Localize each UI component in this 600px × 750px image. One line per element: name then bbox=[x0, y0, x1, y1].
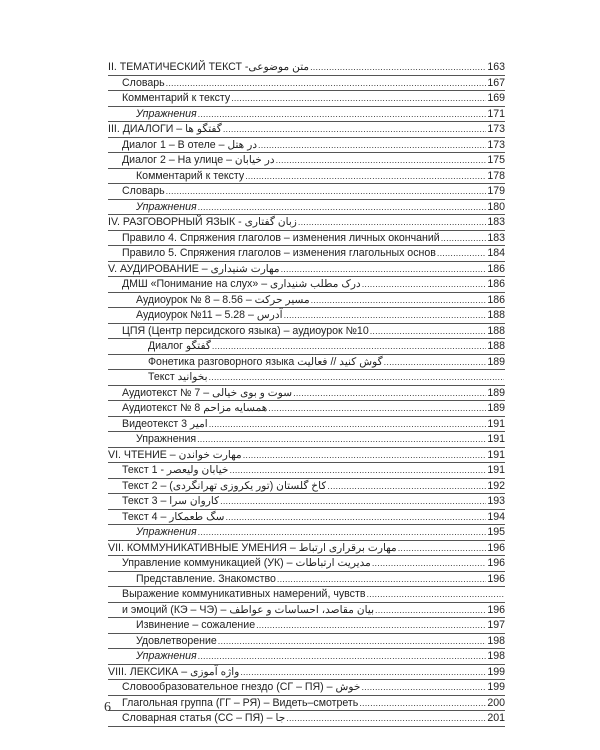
toc-entry-page: 189 bbox=[487, 355, 505, 368]
dot-leader bbox=[268, 401, 486, 417]
dot-leader bbox=[198, 107, 487, 123]
toc-entry bbox=[108, 711, 505, 727]
dot-leader bbox=[361, 680, 486, 696]
toc-entry bbox=[108, 339, 505, 355]
toc-entry bbox=[108, 525, 505, 541]
toc-entry-page: 188 bbox=[487, 309, 505, 321]
toc-entry-title: Комментарий к тексту bbox=[122, 92, 231, 104]
dot-leader bbox=[437, 246, 486, 262]
toc-entry-page: 197 bbox=[487, 619, 505, 631]
toc-entry-title: Текст بخوانید bbox=[148, 371, 208, 383]
toc-entry bbox=[108, 572, 505, 588]
toc-entry-page: 189 bbox=[487, 402, 505, 414]
dot-leader bbox=[166, 76, 487, 92]
toc-entry-page: 179 bbox=[487, 185, 505, 197]
toc-entry bbox=[108, 479, 505, 495]
toc-entry-title: Управление коммуникацией (УК) – مدیریت ارتباطات bbox=[122, 557, 371, 569]
toc-entry bbox=[108, 91, 505, 107]
toc-entry-title: Фонетика разговорного языка گوش کنید // فعالیت bbox=[148, 355, 383, 368]
dot-leader bbox=[384, 355, 487, 371]
toc-entry-page: 196 bbox=[487, 541, 505, 554]
dot-leader bbox=[231, 91, 486, 107]
toc-entry-title: Удовлетворение bbox=[136, 634, 217, 647]
dot-leader bbox=[197, 432, 486, 448]
toc-entry bbox=[108, 587, 505, 603]
toc-entry-title: Аудиотекст № 7 – سوت و بوی خیالی bbox=[122, 386, 293, 399]
toc-entry-page: 191 bbox=[487, 417, 505, 430]
toc-entry-page: 173 bbox=[487, 123, 505, 135]
toc-entry-title: Диалог 2 – На улице – در خیابان bbox=[122, 154, 275, 166]
dot-leader bbox=[209, 370, 504, 386]
dot-leader bbox=[276, 153, 487, 169]
toc-entry-page: 183 bbox=[487, 216, 505, 228]
toc-entry-page: 180 bbox=[487, 200, 505, 213]
toc-entry-title: Текст 1 - خیابان ولیعصر bbox=[122, 464, 229, 476]
toc-entry-title: ДМШ «Понимание на слух» – درک مطلب شنیداری bbox=[122, 278, 361, 290]
toc-entry bbox=[108, 60, 505, 76]
toc-entry-page: 191 bbox=[487, 464, 505, 476]
toc-entry-title: Упражнения bbox=[136, 433, 197, 445]
toc-entry bbox=[108, 696, 505, 712]
toc-entry bbox=[108, 293, 505, 309]
toc-entry-page: 188 bbox=[487, 324, 505, 337]
toc-entry bbox=[108, 665, 505, 681]
toc-entry-title: V. АУДИРОВАНИЕ – مهارت شنیداری bbox=[108, 262, 280, 275]
toc-entry bbox=[108, 386, 505, 402]
toc-entry-title: Правило 4. Спряжения глаголов – изменения личных окончаний bbox=[122, 231, 440, 244]
toc-entry-title: IV. РАЗГОВОРНЫЙ ЯЗЫК - زبان گفتاری bbox=[108, 216, 297, 228]
dot-leader bbox=[277, 572, 486, 588]
toc-entry bbox=[108, 618, 505, 634]
toc-entry-page: 199 bbox=[487, 681, 505, 693]
toc-entry-title: VIII. ЛЕКСИКА – واژه آموزی bbox=[108, 665, 240, 678]
toc-entry-title: Упражнения bbox=[136, 650, 197, 662]
toc-entry-page: 175 bbox=[487, 154, 505, 166]
toc-entry bbox=[108, 463, 505, 479]
toc-entry bbox=[108, 324, 505, 340]
dot-leader bbox=[359, 696, 486, 712]
toc-entry bbox=[108, 277, 505, 293]
toc-entry-title: Текст 4 – سگ طعمکار bbox=[122, 510, 225, 523]
dot-leader bbox=[225, 510, 486, 526]
dot-leader bbox=[229, 463, 486, 479]
dot-leader bbox=[362, 277, 487, 293]
dot-leader bbox=[198, 649, 487, 665]
toc-entry-page: 200 bbox=[487, 696, 505, 709]
dot-leader bbox=[370, 324, 487, 340]
page-number: 6 bbox=[104, 700, 111, 715]
dot-leader bbox=[372, 556, 486, 572]
dot-leader bbox=[223, 122, 486, 138]
dot-leader bbox=[256, 618, 486, 634]
toc-entry bbox=[108, 107, 505, 123]
toc-entry bbox=[108, 417, 505, 433]
toc-entry-page: 192 bbox=[487, 479, 505, 492]
toc-entry-page: 178 bbox=[487, 169, 505, 182]
toc-entry-title: Словарная статья (СС – ПЯ) – جا bbox=[122, 712, 286, 724]
dot-leader bbox=[310, 60, 486, 76]
table-of-contents bbox=[108, 60, 505, 727]
toc-entry-title: Выражение коммуникативных намерений, чувств bbox=[122, 588, 366, 600]
toc-entry bbox=[108, 649, 505, 665]
toc-entry-page: 198 bbox=[487, 634, 505, 647]
dot-leader bbox=[375, 603, 486, 619]
dot-leader bbox=[366, 587, 504, 603]
toc-entry-page: 196 bbox=[487, 557, 505, 569]
dot-leader bbox=[243, 448, 487, 464]
toc-entry-title: Представление. Знакомство bbox=[136, 572, 276, 585]
toc-entry bbox=[108, 200, 505, 216]
toc-entry-title: Комментарий к тексту bbox=[136, 169, 245, 182]
toc-entry-title: Диалог 1 – В отеле – در هتل bbox=[122, 138, 258, 151]
toc-entry bbox=[108, 184, 505, 200]
toc-entry bbox=[108, 231, 505, 247]
dot-leader bbox=[311, 293, 487, 309]
toc-entry-title: Правило 5. Спряжения глаголов – изменения глагольных основ bbox=[122, 247, 436, 259]
dot-leader bbox=[166, 184, 487, 200]
toc-entry-title: III. ДИАЛОГИ – گفتگو ها bbox=[108, 123, 222, 135]
toc-entry-title: Видеотекст 3 امیر bbox=[122, 417, 208, 430]
toc-entry-page: 184 bbox=[487, 247, 505, 259]
toc-entry-page: 186 bbox=[487, 262, 505, 275]
toc-entry-title: Словообразовательное гнездо (СГ – ПЯ) – خوش bbox=[122, 681, 361, 693]
toc-entry bbox=[108, 448, 505, 464]
toc-entry-page: 171 bbox=[487, 107, 505, 120]
toc-entry bbox=[108, 122, 505, 138]
toc-entry bbox=[108, 76, 505, 92]
toc-entry-page: 196 bbox=[487, 603, 505, 616]
toc-entry bbox=[108, 215, 505, 231]
dot-leader bbox=[258, 138, 486, 154]
toc-entry-page: 195 bbox=[487, 526, 505, 538]
toc-entry-title: Диалог گفتگو bbox=[148, 340, 211, 352]
dot-leader bbox=[398, 541, 487, 557]
toc-entry-page: 198 bbox=[487, 650, 505, 662]
dot-leader bbox=[212, 339, 486, 355]
toc-entry bbox=[108, 680, 505, 696]
toc-entry-page: 189 bbox=[487, 386, 505, 399]
dot-leader bbox=[441, 231, 487, 247]
toc-entry-page: 163 bbox=[487, 61, 505, 73]
toc-entry-title: VII. КОММУНИКАТИВНЫЕ УМЕНИЯ – مهارت برقراری ارتباط bbox=[108, 541, 397, 554]
toc-entry bbox=[108, 432, 505, 448]
toc-entry-title: и эмоций (КЭ – ЧЭ) – بیان مقاصد، احساسات و عواطف bbox=[122, 603, 375, 616]
toc-entry bbox=[108, 246, 505, 262]
toc-entry bbox=[108, 138, 505, 154]
toc-entry bbox=[108, 370, 505, 386]
toc-entry-title: Упражнения bbox=[136, 200, 197, 213]
toc-entry bbox=[108, 262, 505, 278]
toc-entry bbox=[108, 401, 505, 417]
dot-leader bbox=[218, 634, 487, 650]
dot-leader bbox=[327, 479, 486, 495]
toc-entry-title: Глагольная группа (ГГ – РЯ) – Видеть–смотреть bbox=[122, 696, 359, 709]
dot-leader bbox=[209, 417, 487, 433]
toc-entry-page: 186 bbox=[487, 278, 505, 290]
toc-entry bbox=[108, 634, 505, 650]
toc-entry bbox=[108, 541, 505, 557]
dot-leader bbox=[281, 262, 487, 278]
toc-entry-title: Словарь bbox=[122, 76, 165, 89]
toc-entry bbox=[108, 308, 505, 324]
toc-entry-page: 167 bbox=[487, 76, 505, 89]
toc-entry bbox=[108, 556, 505, 572]
toc-entry-title: Аудиотекст № 8 همسایه مزاحم bbox=[122, 402, 268, 414]
toc-entry-page: 193 bbox=[487, 495, 505, 507]
toc-entry-title: Аудиоурок № 8 – مسیر حرکت – 8.56 bbox=[136, 293, 310, 306]
toc-entry-title: Текст 3 – کاروان سرا bbox=[122, 495, 220, 507]
toc-entry-title: ЦПЯ (Центр персидского языка) – аудиоурок №10 bbox=[122, 324, 369, 337]
toc-entry-page: 173 bbox=[487, 138, 505, 151]
dot-leader bbox=[286, 711, 486, 727]
toc-entry bbox=[108, 153, 505, 169]
toc-entry-page: 201 bbox=[487, 712, 505, 724]
toc-entry-page: 199 bbox=[487, 665, 505, 678]
toc-entry bbox=[108, 494, 505, 510]
toc-entry-title: Извинение – сожаление bbox=[136, 619, 256, 631]
dot-leader bbox=[220, 494, 486, 510]
toc-entry-title: II. ТЕМАТИЧЕСКИЙ ТЕКСТ -متن موضوعی bbox=[108, 61, 310, 73]
dot-leader bbox=[284, 308, 487, 324]
toc-entry bbox=[108, 603, 505, 619]
toc-entry-page: 196 bbox=[487, 572, 505, 585]
toc-entry-page: 169 bbox=[487, 92, 505, 104]
toc-entry-page: 194 bbox=[487, 510, 505, 523]
dot-leader bbox=[198, 525, 487, 541]
toc-entry bbox=[108, 510, 505, 526]
toc-entry-title: Упражнения bbox=[136, 526, 197, 538]
toc-entry-title: Упражнения bbox=[136, 107, 197, 120]
dot-leader bbox=[293, 386, 486, 402]
toc-entry-page: 188 bbox=[487, 340, 505, 352]
toc-entry-title: Словарь bbox=[122, 185, 165, 197]
toc-entry bbox=[108, 355, 505, 371]
toc-entry-title: Аудиоурок №11 – آدرس – 5.28 bbox=[136, 309, 283, 321]
toc-entry bbox=[108, 169, 505, 185]
dot-leader bbox=[198, 200, 487, 216]
toc-entry-title: Текст 2 – کاخ گلستان (تور یکروزی تهرانگردی) bbox=[122, 479, 327, 492]
dot-leader bbox=[240, 665, 486, 681]
dot-leader bbox=[298, 215, 486, 231]
toc-entry-page: 191 bbox=[487, 433, 505, 445]
toc-entry-title: VI. ЧТЕНИЕ – مهارت خواندن bbox=[108, 448, 242, 461]
toc-entry-page: 183 bbox=[487, 231, 505, 244]
dot-leader bbox=[245, 169, 486, 185]
toc-entry-page: 191 bbox=[487, 448, 505, 461]
toc-entry-page: 186 bbox=[487, 293, 505, 306]
